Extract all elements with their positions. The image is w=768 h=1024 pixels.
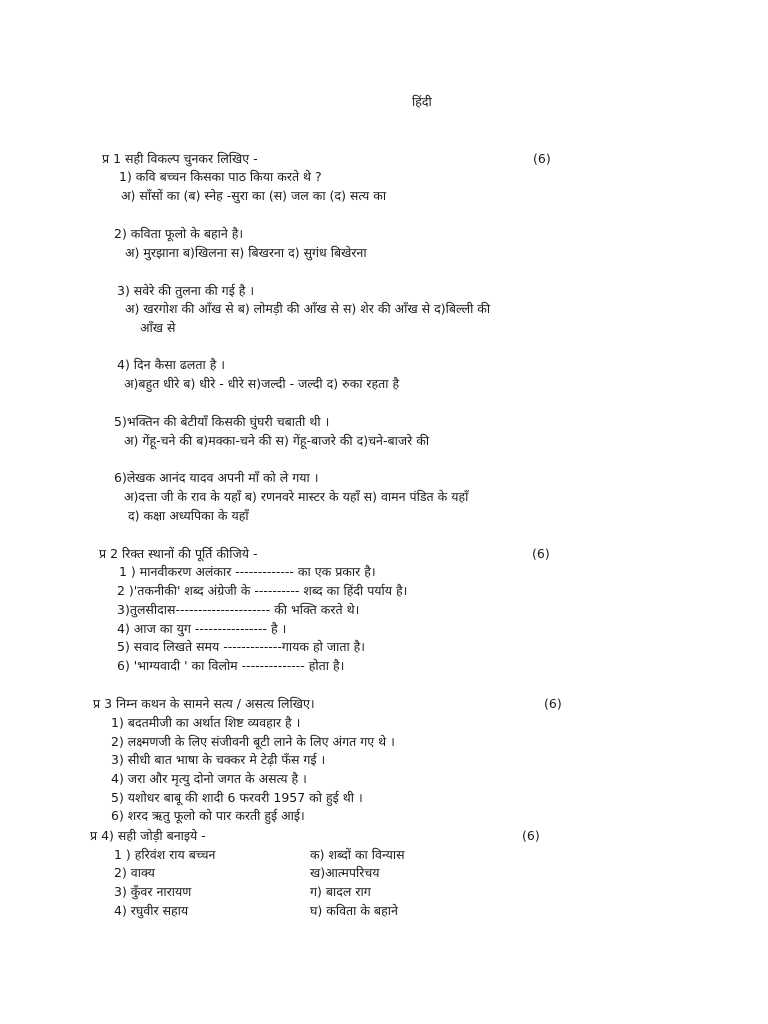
q1-item-question: 4) दिन कैसा ढलता है । — [117, 357, 226, 372]
q3-item: 4) जरा और मृत्यु दोनो जगत के असत्य है । — [111, 771, 307, 786]
q4-left-item: 3) कुँवर नारायण — [114, 884, 192, 899]
q1-item-options: अ) गेंहू-चने की ब)मक्का-चने की स) गेंहू-बाजरे की द)चने-बाजरे की — [124, 433, 430, 448]
q1-item-question: 3) सवेरे की तुलना की गई है । — [117, 283, 255, 298]
q2-item: 2 )'तकनीकी' शब्द अंग्रेजी के ---------- शब्द का हिंदी पर्याय है। — [117, 583, 408, 598]
q1-item-options: अ)दत्ता जी के राव के यहाँ ब) रणनवरे मास्टर के यहाँ स) वामन पंडित के यहाँ — [124, 489, 469, 504]
q2-item: 3)तुलसीदास--------------------- की भक्ति करते थे। — [117, 602, 360, 617]
q2-item: 4) आज का युग ---------------- है । — [117, 621, 287, 636]
q3-item: 1) बदतमीजी का अर्थात शिष्ट व्यवहार है । — [111, 715, 301, 730]
q1-item-question: 2) कविता फूलो के बहाने है। — [114, 226, 244, 241]
q4-right-item: ख)आत्मपरिचय — [310, 865, 380, 880]
q2-heading: प्र 2 रिक्त स्थानों की पूर्ति कीजिये - — [99, 546, 258, 561]
q4-right-item: ग) बादल राग — [310, 884, 371, 899]
q1-heading: प्र 1 सही विकल्प चुनकर लिखिए - — [102, 151, 258, 166]
q3-item: 5) यशोधर बाबू की शादी 6 फरवरी 1957 को हुई थी । — [111, 790, 363, 805]
q2-marks: (6) — [532, 546, 550, 561]
q4-marks: (6) — [522, 828, 540, 843]
q1-item-question: 1) कवि बच्चन किसका पाठ किया करते थे ? — [119, 169, 322, 184]
q1-item-options: अ) मुरझाना ब)खिलना स) बिखरना द) सुगंध बिखेरना — [125, 245, 367, 260]
q1-item-options: अ)बहुत धीरे ब) धीरे - धीरे स)जल्दी - जल्दी द) रुका रहता है — [124, 376, 400, 391]
q4-left-item: 4) रघुवीर सहाय — [114, 903, 189, 918]
q1-marks: (6) — [533, 151, 551, 166]
q1-item-options: अ) साँसों का (ब) स्नेह -सुरा का (स) जल का (द) सत्य का — [121, 188, 387, 203]
q1-item-options-cont: द) कक्षा अध्यपिका के यहाँ — [128, 508, 249, 523]
q4-left-item: 2) वाक्य — [114, 865, 155, 880]
q1-item-options-cont: आँख से — [140, 320, 176, 335]
q4-right-item: घ) कविता के बहाने — [310, 903, 398, 918]
q4-left-item: 1 ) हरिवंश राय बच्चन — [114, 847, 216, 862]
q1-item-question: 5)भक्तिन की बेटीयाँ किसकी घुंघरी चबाती थी । — [114, 414, 330, 429]
q1-item-question: 6)लेखक आनंद यादव अपनी माँ को ले गया । — [114, 470, 319, 485]
q4-heading: प्र 4) सही जोड़ी बनाइये - — [90, 828, 206, 843]
q2-item: 1 ) मानवीकरण अलंकार ------------- का एक प्रकार है। — [119, 564, 376, 579]
q3-heading: प्र 3 निम्न कथन के सामने सत्य / असत्य लिखिए। — [93, 696, 315, 711]
q4-right-item: क) शब्दों का विन्यास — [310, 847, 405, 862]
q2-item: 5) सवाद लिखते समय -------------गायक हो जाता है। — [117, 639, 366, 654]
q3-item: 6) शरद ऋतु फूलो को पार करती हुई आई। — [111, 808, 305, 823]
q3-item: 2) लक्ष्मणजी के लिए संजीवनी बूटी लाने के लिए अंगत गए थे । — [111, 734, 395, 749]
q3-marks: (6) — [544, 696, 562, 711]
q1-item-options: अ) खरगोश की आँख से ब) लोमड़ी की आँख से स) शेर की आँख से द)बिल्ली की — [125, 301, 491, 316]
q2-item: 6) 'भाग्यवादी ' का विलोम -------------- होता है। — [117, 658, 345, 673]
page-title: हिंदी — [412, 94, 432, 109]
q3-item: 3) सीधी बात भाषा के चक्कर मे टेढ़ी फँस गई । — [111, 752, 326, 767]
